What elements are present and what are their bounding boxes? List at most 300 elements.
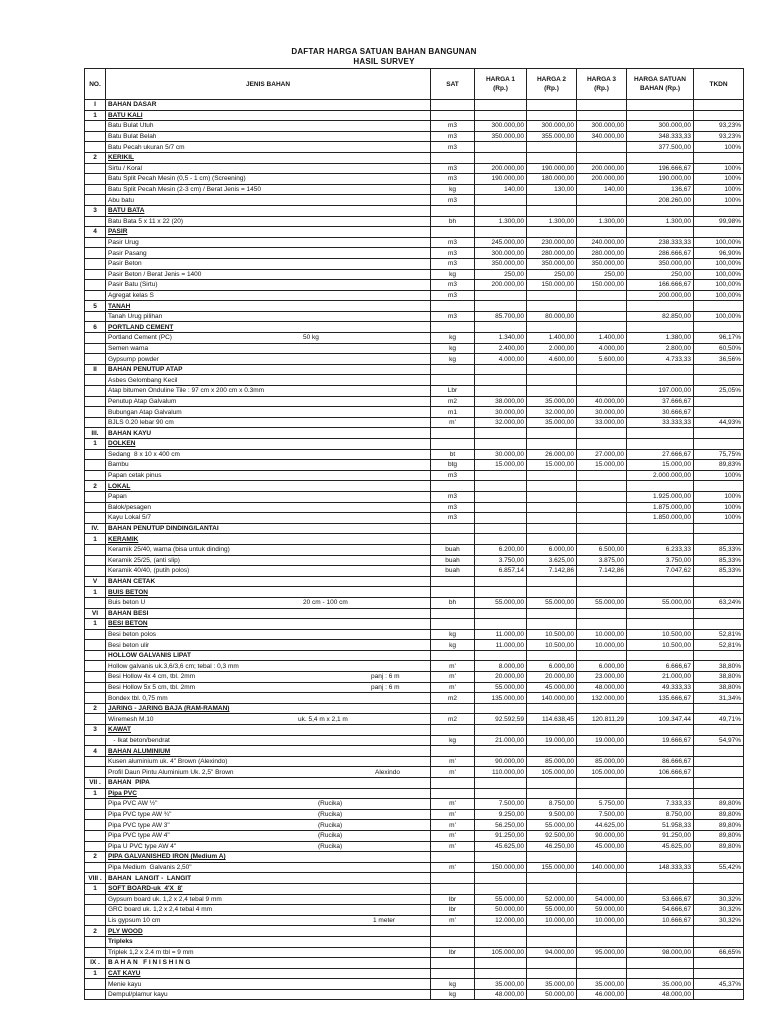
cell-jenis-bahan — [106, 725, 431, 736]
cell-harga-3 — [577, 883, 627, 894]
cell-no — [85, 396, 106, 407]
cell-harga-2 — [527, 576, 577, 587]
cell-harga-3 — [577, 142, 627, 153]
cell-tkdn: 100,00% — [694, 237, 744, 248]
table-row — [85, 386, 744, 397]
cell-harga-1: 1.300,00 — [475, 216, 527, 227]
item-name: PIPA GALVANISHED IRON (Medium A) — [108, 853, 226, 861]
item-name: B A H A N F I N I S H I N G — [108, 959, 191, 967]
cell-harga-3 — [577, 725, 627, 736]
cell-harga-2: 10.500,00 — [527, 640, 577, 651]
cell-tkdn — [694, 587, 744, 598]
cell-harga-3: 35.000,00 — [577, 979, 627, 990]
cell-harga-1: 350.000,00 — [475, 131, 527, 142]
cell-sat — [431, 873, 475, 884]
cell-jenis-bahan — [106, 523, 431, 534]
cell-harga-1 — [475, 619, 527, 630]
cell-tkdn — [694, 619, 744, 630]
cell-no — [85, 841, 106, 852]
cell-harga-2 — [527, 534, 577, 545]
cell-sat — [431, 110, 475, 121]
category-row — [85, 481, 744, 492]
table-row — [85, 354, 744, 365]
header-harga-2: HARGA 2 (Rp.) — [527, 69, 577, 100]
cell-harga-1 — [475, 205, 527, 216]
item-name: PORTLAND CEMENT — [108, 323, 174, 331]
table-row — [85, 375, 744, 386]
cell-harga-2: 15.000,00 — [527, 460, 577, 471]
cell-tkdn: 100,00% — [694, 280, 744, 291]
cell-tkdn: 49,71% — [694, 714, 744, 725]
cell-harga-2 — [527, 301, 577, 312]
header-tkdn: TKDN — [694, 69, 744, 100]
cell-harga-satuan: 106.666,67 — [627, 767, 694, 778]
cell-sat — [431, 788, 475, 799]
table-row — [85, 343, 744, 354]
cell-harga-3: 90.000,00 — [577, 830, 627, 841]
cell-sat: bh — [431, 597, 475, 608]
table-row — [85, 311, 744, 322]
cell-sat: Lbr — [431, 386, 475, 397]
cell-harga-satuan: 3.750,00 — [627, 555, 694, 566]
cell-harga-1 — [475, 873, 527, 884]
cell-harga-1 — [475, 375, 527, 386]
item-name: BAHAN PENUTUP DINDING/LANTAI — [108, 525, 219, 533]
cell-harga-3 — [577, 534, 627, 545]
cell-harga-3 — [577, 428, 627, 439]
cell-harga-3 — [577, 311, 627, 322]
cell-harga-1 — [475, 958, 527, 969]
item-name: Portland Cement (PC) — [108, 334, 172, 342]
cell-tkdn — [694, 110, 744, 121]
cell-tkdn: 30,32% — [694, 894, 744, 905]
item-name: Batu Split Pecah Mesin (0,5 - 1 cm) (Screening) — [108, 175, 246, 183]
item-name: BATU KALI — [108, 111, 143, 119]
cell-harga-2 — [527, 936, 577, 947]
item-extra: (Rucika) — [318, 832, 343, 840]
item-name: BAHAN LANGIT - LANGIT — [108, 874, 192, 882]
cell-harga-2: 1.300,00 — [527, 216, 577, 227]
cell-harga-1: 190.000,00 — [475, 174, 527, 185]
cell-jenis-bahan — [106, 862, 431, 873]
cell-sat: m3 — [431, 502, 475, 513]
cell-tkdn: 30,32% — [694, 915, 744, 926]
cell-sat — [431, 205, 475, 216]
table-row — [85, 672, 744, 683]
table-row — [85, 290, 744, 301]
cell-harga-1: 7.500,00 — [475, 799, 527, 810]
cell-jenis-bahan — [106, 735, 431, 746]
cell-sat — [431, 852, 475, 863]
cell-sat: m' — [431, 820, 475, 831]
cell-harga-2 — [527, 375, 577, 386]
category-row — [85, 110, 744, 121]
cell-tkdn — [694, 873, 744, 884]
cell-sat: m3 — [431, 470, 475, 481]
cell-harga-1 — [475, 703, 527, 714]
header-harga-1: HARGA 1 (Rp.) — [475, 69, 527, 100]
cell-harga-1 — [475, 301, 527, 312]
cell-harga-satuan: 33.333,33 — [627, 417, 694, 428]
cell-tkdn: 100% — [694, 513, 744, 524]
item-name: Kayu Lokal 5/7 — [108, 514, 152, 522]
cell-harga-3 — [577, 746, 627, 757]
cell-harga-1 — [475, 534, 527, 545]
section-row — [85, 778, 744, 789]
cell-harga-1: 150.000,00 — [475, 862, 527, 873]
cell-harga-3: 15.000,00 — [577, 460, 627, 471]
cell-harga-2: 6.000,00 — [527, 661, 577, 672]
section-row — [85, 100, 744, 111]
item-extra: 50 kg — [303, 334, 319, 342]
category-row — [85, 587, 744, 598]
cell-harga-1: 200.000,00 — [475, 163, 527, 174]
table-row — [85, 470, 744, 481]
cell-harga-2: 3.625,00 — [527, 555, 577, 566]
cell-harga-satuan: 54.666,67 — [627, 905, 694, 916]
cell-jenis-bahan — [106, 703, 431, 714]
cell-harga-2: 45.000,00 — [527, 682, 577, 693]
cell-harga-3: 45.000,00 — [577, 841, 627, 852]
cell-harga-satuan: 250,00 — [627, 269, 694, 280]
cell-harga-satuan — [627, 481, 694, 492]
cell-tkdn: 75,75% — [694, 449, 744, 460]
table-row — [85, 979, 744, 990]
category-row — [85, 968, 744, 979]
cell-tkdn — [694, 650, 744, 661]
cell-sat: bh — [431, 216, 475, 227]
cell-jenis-bahan — [106, 227, 431, 238]
cell-harga-satuan — [627, 428, 694, 439]
cell-no: 6 — [85, 322, 106, 333]
cell-harga-3: 5.750,00 — [577, 799, 627, 810]
cell-harga-2: 7.142,86 — [527, 566, 577, 577]
item-name: Abu batu — [108, 196, 135, 204]
cell-tkdn: 100% — [694, 163, 744, 174]
item-name: Menie kayu — [108, 980, 142, 988]
cell-tkdn: 99,98% — [694, 216, 744, 227]
cell-jenis-bahan — [106, 788, 431, 799]
cell-harga-3: 40.000,00 — [577, 396, 627, 407]
cell-harga-2 — [527, 926, 577, 937]
cell-harga-2: 1.400,00 — [527, 333, 577, 344]
price-table — [84, 68, 744, 1000]
cell-harga-satuan: 2.800,00 — [627, 343, 694, 354]
cell-tkdn — [694, 989, 744, 1000]
cell-harga-satuan: 238.333,33 — [627, 237, 694, 248]
cell-harga-satuan: 1.875.000,00 — [627, 502, 694, 513]
cell-jenis-bahan — [106, 333, 431, 344]
cell-harga-3: 23.000,00 — [577, 672, 627, 683]
item-name: Wiremesh M.10 — [108, 715, 154, 723]
cell-harga-1: 15.000,00 — [475, 460, 527, 471]
cell-sat — [431, 778, 475, 789]
item-name: Profil Daun Pintu Aluminium Uk. 2,5" Brown — [108, 768, 234, 776]
cell-harga-3 — [577, 873, 627, 884]
item-name: Pasir Beton / Berat Jenis = 1400 — [108, 270, 202, 278]
item-name: Pipa PVC type AW ¾" — [108, 811, 172, 819]
cell-tkdn: 89,83% — [694, 460, 744, 471]
cell-sat: lbr — [431, 894, 475, 905]
cell-harga-satuan: 1.300,00 — [627, 216, 694, 227]
cell-harga-1 — [475, 746, 527, 757]
cell-sat: buah — [431, 555, 475, 566]
cell-sat: m' — [431, 672, 475, 683]
cell-no: 2 — [85, 926, 106, 937]
section-row — [85, 364, 744, 375]
cell-jenis-bahan — [106, 386, 431, 397]
item-name: BAHAN DASAR — [108, 101, 157, 109]
cell-sat — [431, 534, 475, 545]
cell-harga-1: 8.000,00 — [475, 661, 527, 672]
item-name: Pasir Beton — [108, 260, 142, 268]
category-row — [85, 703, 744, 714]
item-name: Atap bitumen Onduline Tile : 97 cm x 200 cm x 0.3mm — [108, 387, 265, 395]
item-name: Pipa Medium Galvanis 2,50" — [108, 864, 192, 872]
cell-tkdn — [694, 439, 744, 450]
table-row — [85, 184, 744, 195]
cell-harga-2: 230.000,00 — [527, 237, 577, 248]
table-row — [85, 936, 744, 947]
cell-sat — [431, 936, 475, 947]
cell-tkdn — [694, 788, 744, 799]
cell-no — [85, 661, 106, 672]
cell-no — [85, 174, 106, 185]
cell-harga-2 — [527, 650, 577, 661]
cell-tkdn — [694, 322, 744, 333]
item-extra: uk. 5,4 m x 2,1 m — [298, 715, 348, 723]
cell-harga-3: 4.000,00 — [577, 343, 627, 354]
table-row — [85, 258, 744, 269]
cell-no — [85, 735, 106, 746]
cell-no — [85, 131, 106, 142]
cell-harga-3: 200.000,00 — [577, 174, 627, 185]
table-row — [85, 841, 744, 852]
cell-harga-2: 35.000,00 — [527, 396, 577, 407]
cell-no: 2 — [85, 852, 106, 863]
cell-jenis-bahan — [106, 778, 431, 789]
cell-jenis-bahan — [106, 470, 431, 481]
cell-no — [85, 121, 106, 132]
cell-harga-2: 92.500,00 — [527, 830, 577, 841]
cell-harga-satuan: 190.000,00 — [627, 174, 694, 185]
cell-tkdn: 30,32% — [694, 905, 744, 916]
cell-harga-3 — [577, 502, 627, 513]
cell-no — [85, 375, 106, 386]
cell-tkdn — [694, 883, 744, 894]
item-name: Asbes Gelombang Kecil — [108, 376, 178, 384]
item-name: Gypsump powder — [108, 355, 159, 363]
cell-sat: m' — [431, 661, 475, 672]
cell-tkdn — [694, 608, 744, 619]
cell-harga-2: 4.600,00 — [527, 354, 577, 365]
item-name: PASIR — [108, 228, 128, 236]
cell-harga-1: 105.000,00 — [475, 947, 527, 958]
cell-harga-2 — [527, 227, 577, 238]
cell-jenis-bahan — [106, 396, 431, 407]
cell-jenis-bahan — [106, 693, 431, 704]
cell-jenis-bahan — [106, 248, 431, 259]
cell-harga-satuan: 21.000,00 — [627, 672, 694, 683]
cell-harga-satuan: 348.333,33 — [627, 131, 694, 142]
item-name: Batu Pecah ukuran 5/7 cm — [108, 143, 185, 151]
cell-tkdn — [694, 534, 744, 545]
cell-jenis-bahan — [106, 830, 431, 841]
cell-no — [85, 629, 106, 640]
table-row — [85, 767, 744, 778]
cell-jenis-bahan — [106, 629, 431, 640]
cell-tkdn — [694, 778, 744, 789]
cell-sat: m3 — [431, 513, 475, 524]
cell-harga-1: 300.000,00 — [475, 121, 527, 132]
cell-harga-1: 11.000,00 — [475, 640, 527, 651]
cell-harga-2 — [527, 322, 577, 333]
cell-tkdn: 55,42% — [694, 862, 744, 873]
cell-jenis-bahan — [106, 576, 431, 587]
cell-tkdn: 38,80% — [694, 661, 744, 672]
item-name: Besi Hollow 5x 5 cm, tbl. 2mm — [108, 683, 196, 691]
item-name: Besi beton polos — [108, 630, 157, 638]
cell-harga-2: 55.000,00 — [527, 820, 577, 831]
item-name: Penutup Atap Galvalum — [108, 397, 177, 405]
cell-sat: m' — [431, 862, 475, 873]
cell-sat — [431, 523, 475, 534]
cell-harga-1 — [475, 968, 527, 979]
cell-no — [85, 714, 106, 725]
cell-harga-3 — [577, 152, 627, 163]
cell-harga-2: 150.000,00 — [527, 280, 577, 291]
cell-harga-3 — [577, 778, 627, 789]
cell-harga-3 — [577, 301, 627, 312]
cell-no — [85, 756, 106, 767]
cell-jenis-bahan — [106, 650, 431, 661]
item-name: Pasir Pasang — [108, 249, 147, 257]
cell-no — [85, 693, 106, 704]
cell-harga-1: 300.000,00 — [475, 248, 527, 259]
cell-jenis-bahan — [106, 184, 431, 195]
item-name: Sedang 8 x 10 x 400 cm — [108, 450, 180, 458]
cell-no — [85, 216, 106, 227]
item-name: Bubungan Atap Galvalum — [108, 408, 182, 416]
cell-harga-satuan: 49.333,33 — [627, 682, 694, 693]
cell-harga-2: 140.000,00 — [527, 693, 577, 704]
cell-harga-2: 20.000,00 — [527, 672, 577, 683]
cell-harga-satuan — [627, 523, 694, 534]
table-row — [85, 460, 744, 471]
cell-harga-satuan: 136,67 — [627, 184, 694, 195]
cell-jenis-bahan — [106, 958, 431, 969]
cell-sat: kg — [431, 269, 475, 280]
cell-jenis-bahan — [106, 205, 431, 216]
cell-harga-3 — [577, 619, 627, 630]
item-name: Batu Bulat Utuh — [108, 122, 154, 130]
cell-no — [85, 237, 106, 248]
cell-harga-3 — [577, 290, 627, 301]
table-row — [85, 417, 744, 428]
table-row — [85, 502, 744, 513]
category-row — [85, 227, 744, 238]
cell-tkdn — [694, 703, 744, 714]
category-row — [85, 746, 744, 757]
table-row — [85, 862, 744, 873]
cell-harga-satuan — [627, 301, 694, 312]
category-row — [85, 152, 744, 163]
cell-jenis-bahan — [106, 258, 431, 269]
table-row — [85, 650, 744, 661]
cell-sat: buah — [431, 544, 475, 555]
cell-harga-1 — [475, 227, 527, 238]
table-row — [85, 714, 744, 725]
cell-jenis-bahan — [106, 439, 431, 450]
cell-harga-2: 155.000,00 — [527, 862, 577, 873]
cell-harga-2: 190.000,00 — [527, 163, 577, 174]
table-row — [85, 799, 744, 810]
cell-tkdn — [694, 481, 744, 492]
category-row — [85, 322, 744, 333]
cell-harga-3: 27.000,00 — [577, 449, 627, 460]
cell-jenis-bahan — [106, 619, 431, 630]
cell-harga-3: 85.000,00 — [577, 756, 627, 767]
table-row — [85, 809, 744, 820]
cell-no — [85, 311, 106, 322]
cell-harga-1 — [475, 195, 527, 206]
cell-no — [85, 894, 106, 905]
item-name: BJLS 0.20 lebar 90 cm — [108, 419, 174, 427]
item-name: Pipa PVC type AW 4" — [108, 832, 170, 840]
table-row — [85, 163, 744, 174]
cell-sat: m1 — [431, 407, 475, 418]
item-name: Pipa PVC AW ½" — [108, 800, 158, 808]
table-row — [85, 449, 744, 460]
cell-harga-1: 55.000,00 — [475, 597, 527, 608]
cell-sat: m3 — [431, 491, 475, 502]
cell-no: 2 — [85, 481, 106, 492]
item-extra: (Rucika) — [318, 800, 343, 808]
cell-harga-3 — [577, 650, 627, 661]
item-name: GRC board uk. 1,2 x 2,4 tebal 4 mm — [108, 906, 213, 914]
cell-harga-2: 10.500,00 — [527, 629, 577, 640]
cell-sat: m3 — [431, 131, 475, 142]
cell-jenis-bahan — [106, 894, 431, 905]
cell-tkdn — [694, 375, 744, 386]
cell-jenis-bahan — [106, 481, 431, 492]
cell-harga-1: 110.000,00 — [475, 767, 527, 778]
cell-jenis-bahan — [106, 544, 431, 555]
cell-tkdn — [694, 407, 744, 418]
cell-no: VII . — [85, 778, 106, 789]
item-name: Keramik 25/25, (anti slip) — [108, 556, 180, 564]
cell-harga-2 — [527, 152, 577, 163]
table-row — [85, 756, 744, 767]
cell-tkdn: 89,80% — [694, 809, 744, 820]
cell-no: 3 — [85, 725, 106, 736]
cell-harga-satuan — [627, 608, 694, 619]
cell-sat: lbr — [431, 905, 475, 916]
cell-harga-1 — [475, 513, 527, 524]
cell-tkdn: 66,65% — [694, 947, 744, 958]
cell-harga-1: 2.400,00 — [475, 343, 527, 354]
item-name: Pasir Batu (Sirtu) — [108, 281, 158, 289]
cell-harga-2: 35.000,00 — [527, 979, 577, 990]
cell-tkdn: 63,24% — [694, 597, 744, 608]
cell-tkdn: 44,93% — [694, 417, 744, 428]
table-row — [85, 280, 744, 291]
table-row — [85, 555, 744, 566]
cell-harga-satuan: 53.666,67 — [627, 894, 694, 905]
cell-harga-satuan: 55.000,00 — [627, 597, 694, 608]
cell-harga-1 — [475, 725, 527, 736]
cell-harga-3: 150.000,00 — [577, 280, 627, 291]
